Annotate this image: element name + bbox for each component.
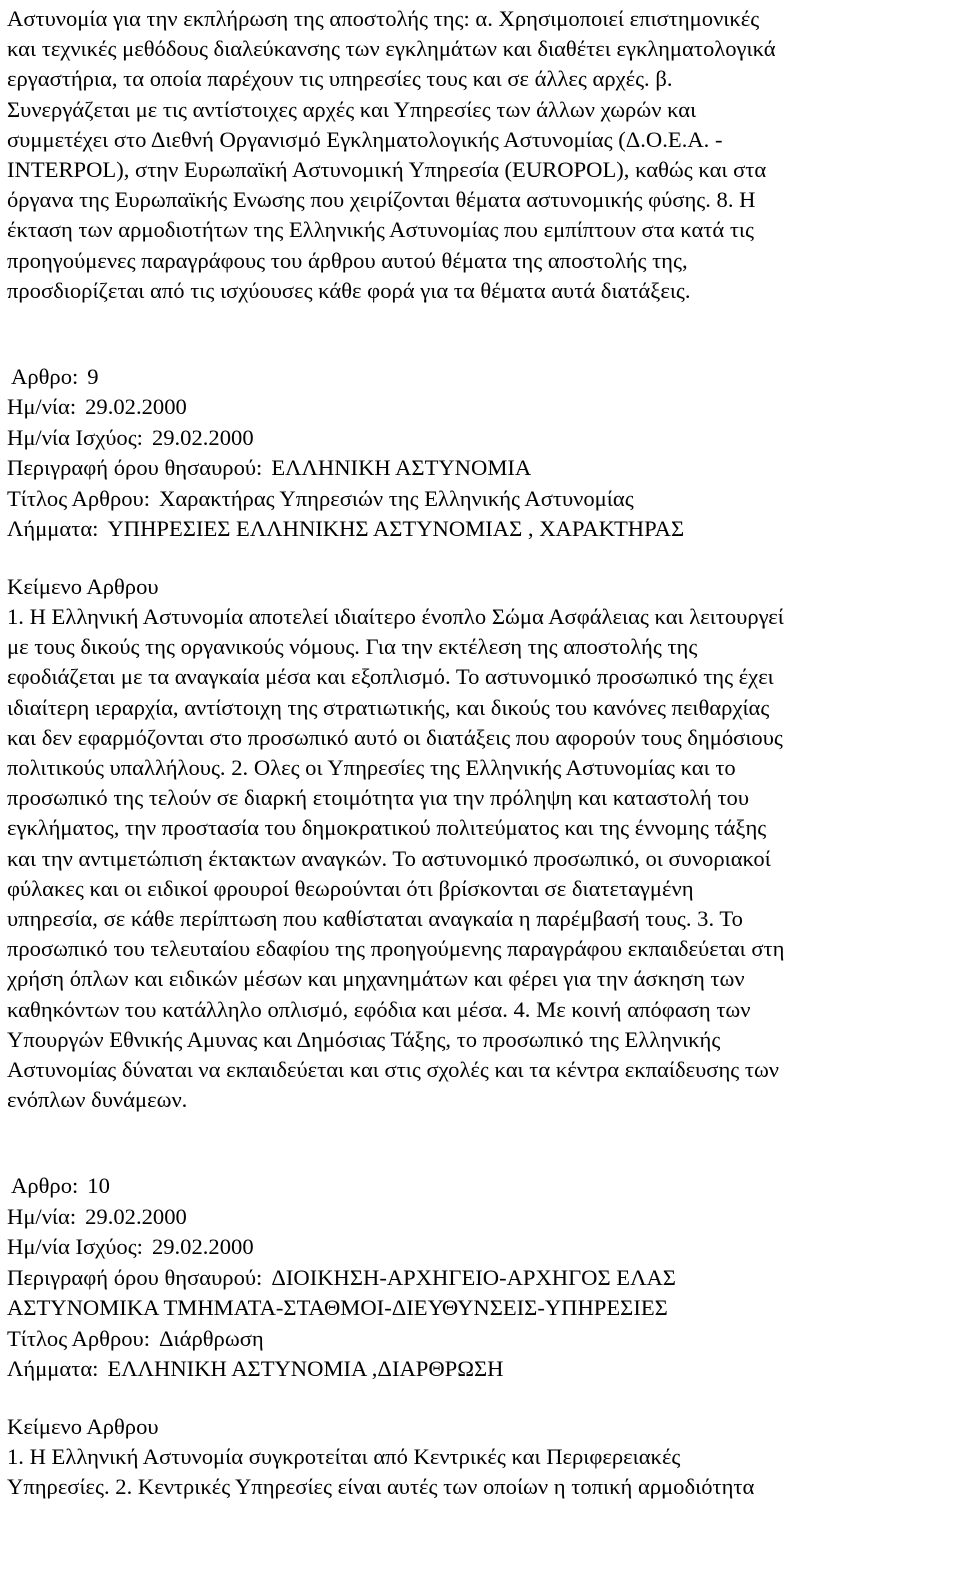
text-line: έκταση των αρμοδιοτήτων της Ελληνικής Αστυνομίας που εμπίπτουν στα κατά τις xyxy=(7,217,754,243)
text-line: Αστυνομία για την εκπλήρωση της αποστολής της: α. Χρησιμοποιεί επιστημονικές xyxy=(7,6,760,31)
article-number-label: Αρθρο: xyxy=(11,1173,79,1199)
date-value: 29.02.2000 xyxy=(85,1203,187,1229)
article-9-metadata xyxy=(7,362,953,545)
spacer xyxy=(7,545,953,572)
text-line: όργανα της Ευρωπαϊκής Ενωσης που χειρίζονται θέματα αστυνομικής φύσης. 8. Η xyxy=(7,187,756,213)
article-text-heading: Κείμενο Αρθρου xyxy=(7,573,159,599)
article-title-value: Διάρθρωση xyxy=(159,1325,264,1351)
article-text-heading: Κείμενο Αρθρου xyxy=(7,1413,159,1439)
article-title-label: Τίτλος Αρθρου: xyxy=(7,485,151,511)
thesaurus-value: ΕΛΛΗΝΙΚΗ ΑΣΤΥΝΟΜΙΑ xyxy=(271,455,532,481)
date-valid-value: 29.02.2000 xyxy=(151,1234,254,1260)
article-number-line xyxy=(7,362,953,393)
text-line: και τεχνικές μεθόδους διαλεύκανσης των εγκλημάτων και διαθέτει εγκληματολογικά xyxy=(7,36,776,62)
text-line: Συνεργάζεται με τις αντίστοιχες αρχές και Υπηρεσίες των άλλων χωρών και xyxy=(7,96,697,122)
article-10-text xyxy=(7,1412,953,1503)
text-line: Υπηρεσίες. 2. Κεντρικές Υπηρεσίες είναι αυτές των οποίων η τοπική αρμοδιότητα xyxy=(7,1474,755,1500)
text-line: συμμετέχει στο Διεθνή Οργανισμό Εγκληματολογικής Αστυνομίας (Δ.Ο.Ε.Α. - xyxy=(7,126,723,152)
text-line: φύλακες και οι ειδικοί φρουροί θεωρούνται ότι βρίσκονται σε διατεταγμένη xyxy=(7,875,694,901)
date-valid-label: Ημ/νία Ισχύος: xyxy=(7,1234,143,1260)
lemmata-line xyxy=(7,1354,953,1385)
date-label: Ημ/νία: xyxy=(7,394,77,420)
article-title-line xyxy=(7,1324,953,1355)
date-line xyxy=(7,392,953,423)
text-line: και δεν εφαρμόζονται στο προσωπικό αυτό οι διατάξεις που αφορούν τους δημόσιους xyxy=(7,724,783,750)
date-label: Ημ/νία: xyxy=(7,1203,77,1229)
date-line xyxy=(7,1202,953,1233)
lemmata-label: Λήμματα: xyxy=(7,1356,99,1382)
article-number-label: Αρθρο: xyxy=(11,363,79,389)
date-valid-label: Ημ/νία Ισχύος: xyxy=(7,424,143,450)
article-10-metadata xyxy=(7,1171,953,1385)
intro-paragraph xyxy=(7,0,953,306)
text-line: προσωπικό του τελευταίου εδαφίου της προηγούμενης παραγράφου εκπαιδεύεται στη xyxy=(7,936,785,962)
thesaurus-value: ΔΙΟΙΚΗΣΗ-ΑΡΧΗΓΕΙΟ-ΑΡΧΗΓΟΣ ΕΛΑΣ xyxy=(271,1264,676,1290)
text-line: και την αντιμετώπιση έκτακτων αναγκών. Το αστυνομικό προσωπικό, οι συνοριακοί xyxy=(7,845,771,871)
thesaurus-line xyxy=(7,453,953,484)
text-line: εργαστήρια, τα οποία παρέχουν τις υπηρεσίες τους και σε άλλες αρχές. β. xyxy=(7,66,673,92)
text-line: υπηρεσία, σε κάθε περίπτωση που καθίσταται αναγκαία η παρέμβασή τους. 3. Το xyxy=(7,905,743,931)
article-number-value: 10 xyxy=(87,1173,110,1199)
lemmata-line xyxy=(7,514,953,545)
date-valid-line xyxy=(7,423,953,454)
date-valid-line xyxy=(7,1232,953,1263)
text-line: Αστυνομίας δύναται να εκπαιδεύεται και στις σχολές και τα κέντρα εκπαίδευσης των xyxy=(7,1056,780,1082)
document-page xyxy=(7,0,953,1502)
text-line: Υπουργών Εθνικής Αμυνας και Δημόσιας Τάξης, το προσωπικό της Ελληνικής xyxy=(7,1026,721,1052)
lemmata-label: Λήμματα: xyxy=(7,516,99,542)
lemmata-value: ΕΛΛΗΝΙΚΗ ΑΣΤΥΝΟΜΙΑ ,ΔΙΑΡΘΡΩΣΗ xyxy=(107,1356,504,1382)
thesaurus-value-continued: ΑΣΤΥΝΟΜΙΚΑ ΤΜΗΜΑΤΑ-ΣΤΑΘΜΟΙ-ΔΙΕΥΘΥΝΣΕΙΣ-ΥΠΗΡΕΣΙΕΣ xyxy=(7,1295,668,1321)
text-line: ενόπλων δυνάμεων. xyxy=(7,1087,188,1113)
thesaurus-line xyxy=(7,1263,953,1294)
text-line: προσωπικό της τελούν σε διαρκή ετοιμότητα για την πρόληψη και καταστολή του xyxy=(7,785,750,811)
article-number-line xyxy=(7,1171,953,1202)
article-title-label: Τίτλος Αρθρου: xyxy=(7,1325,151,1351)
article-title-value: Χαρακτήρας Υπηρεσιών της Ελληνικής Αστυνομίας xyxy=(159,485,634,511)
text-line: εφοδιάζεται με τα αναγκαία μέσα και εξοπλισμό. Το αστυνομικό προσωπικό της έχει xyxy=(7,664,774,690)
text-line: 1. Η Ελληνική Αστυνομία συγκροτείται από Κεντρικές και Περιφερειακές xyxy=(7,1443,681,1469)
text-line: καθηκόντων του κατάλληλο οπλισμό, εφόδια και μέσα. 4. Με κοινή απόφαση των xyxy=(7,996,751,1022)
date-valid-value: 29.02.2000 xyxy=(151,424,254,450)
spacer xyxy=(7,1115,953,1171)
date-value: 29.02.2000 xyxy=(85,394,187,420)
text-line: πολιτικούς υπαλλήλους. 2. Ολες οι Υπηρεσίες της Ελληνικής Αστυνομίας και το xyxy=(7,755,736,780)
text-line: ιδιαίτερη ιεραρχία, αντίστοιχη της στρατιωτικής, και δικούς του κανόνες πειθαρχίας xyxy=(7,694,770,720)
thesaurus-label: Περιγραφή όρου θησαυρού: xyxy=(7,455,263,481)
spacer xyxy=(7,1385,953,1412)
text-line: χρήση όπλων και ειδικών μέσων και μηχανημάτων και φέρει για την άσκηση των xyxy=(7,966,745,992)
text-line: προηγούμενες παραγράφους του άρθρου αυτού θέματα της αποστολής της, xyxy=(7,247,688,273)
thesaurus-label: Περιγραφή όρου θησαυρού: xyxy=(7,1264,263,1290)
text-line: με τους δικούς της οργανικούς νόμους. Για την εκτέλεση της αποστολής της xyxy=(7,634,698,660)
article-number-value: 9 xyxy=(87,363,99,389)
article-9-text xyxy=(7,572,953,1115)
text-line: 1. Η Ελληνική Αστυνομία αποτελεί ιδιαίτερο ένοπλο Σώμα Ασφάλειας και λειτουργεί xyxy=(7,604,784,630)
spacer xyxy=(7,306,953,362)
article-title-line xyxy=(7,484,953,515)
text-line: εγκλήματος, την προστασία του δημοκρατικού πολιτεύματος και της έννομης τάξης xyxy=(7,815,767,841)
text-line: προσδιορίζεται από τις ισχύουσες κάθε φορά για τα θέματα αυτά διατάξεις. xyxy=(7,277,691,303)
lemmata-value: ΥΠΗΡΕΣΙΕΣ ΕΛΛΗΝΙΚΗΣ ΑΣΤΥΝΟΜΙΑΣ , ΧΑΡΑΚΤΗΡΑΣ xyxy=(107,516,685,542)
text-line: INTERPOL), στην Ευρωπαϊκή Αστυνομική Υπηρεσία (EUROPOL), καθώς και στα xyxy=(7,156,767,182)
